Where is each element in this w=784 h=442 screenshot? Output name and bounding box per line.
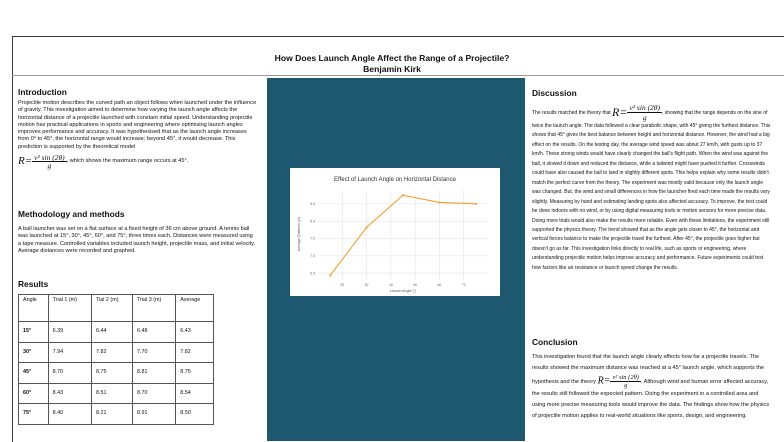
- chart-card: [290, 168, 500, 296]
- discussion-equation-numerator: v² sin (2θ): [629, 103, 660, 112]
- table-cell: 30°: [19, 342, 49, 363]
- chart-x-tick-label: 20: [340, 283, 345, 287]
- chart-data-point: [475, 203, 477, 205]
- discussion-equation-denominator: g: [642, 113, 647, 122]
- equation-lhs: R=: [18, 155, 33, 168]
- methodology-heading: Methodology and methods: [18, 209, 125, 219]
- table-row: [19, 363, 214, 384]
- results-heading: Results: [18, 279, 49, 289]
- chart-y-tick-label: 7.0: [310, 253, 315, 258]
- table-cell: 6.48: [132, 322, 175, 343]
- table-cell: 6.39: [48, 322, 91, 343]
- chart-data-point: [402, 194, 404, 196]
- chart-series-line: [330, 195, 476, 275]
- table-row: [19, 383, 214, 404]
- discussion-intro-before: The results matched the theory that: [532, 109, 611, 116]
- methodology-text: A ball launcher was set on a flat surface at a fixed height of 36 cm above ground. A tennis ball was launched at 15°, 30°, 45°, 60°, and 75°, three times each. Distances were measured using a tape measure. Controlled variables included launch height, projectile mass, and initial velocity. Average distances were recorded and graphed.: [18, 226, 256, 254]
- table-cell: 6.44: [91, 322, 132, 343]
- chart-y-tick-label: 7.5: [310, 236, 315, 241]
- distance-chart: [290, 168, 500, 296]
- chart-y-tick-label: 8.5: [310, 202, 315, 207]
- conclusion-equation: [610, 374, 640, 389]
- conclusion-equation-numerator: v² sin (2θ): [612, 373, 639, 381]
- introduction-after-equation: , which shows the maximum range occurs at 45°.: [66, 158, 189, 165]
- results-column-header: Trial 3 (m): [132, 295, 175, 322]
- table-cell: 7.94: [48, 342, 91, 363]
- discussion-intro-after: , showing that the range depends on: [662, 109, 743, 116]
- equation-numerator: v² sin (2θ): [34, 153, 65, 163]
- table-cell: 8.43: [48, 383, 91, 404]
- chart-x-tick-label: 60: [437, 283, 442, 287]
- chart-x-tick-label: 50: [413, 283, 418, 287]
- conclusion-equation-lhs: R=: [597, 375, 611, 387]
- conclusion-equation-denominator: g: [624, 381, 628, 389]
- discussion-text: [532, 103, 772, 273]
- conclusion-text: [532, 352, 772, 441]
- poster-title: How Does Launch Angle Affect the Range of a Projectile?: [274, 53, 510, 63]
- table-cell: 8.75: [91, 363, 132, 384]
- results-column-header: Trial 1 (m): [48, 295, 91, 322]
- discussion-equation: [627, 103, 662, 122]
- introduction-heading: Introduction: [18, 87, 67, 97]
- chart-title: Effect of Launch Angle on Horizontal Distance: [334, 177, 456, 183]
- table-cell: 7.82: [91, 342, 132, 363]
- table-cell: 45°: [19, 363, 49, 384]
- table-cell: 8.75: [176, 363, 214, 384]
- results-table: [18, 294, 214, 425]
- introduction-paragraph: Projectile motion describes the curved path an object follows when launched under the influence of gravity. This investigation aimed to determine how varying the launch angle affects the horizontal distance of a projectile launched with constant initial speed. Understanding projectile motion has practical applications in sports and engineering where optimising launch angles improves performance and accuracy. It was hypothesised that as the launch angle increases from 0° to 45°, the horizontal range would increase; beyond 45°, it would decrease. This prediction is supported by the theoretical model: [18, 100, 257, 150]
- table-cell: 8.21: [91, 404, 132, 425]
- table-cell: 8.70: [132, 383, 175, 404]
- chart-y-tick-label: 6.5: [310, 271, 315, 276]
- table-row: [19, 342, 214, 363]
- conclusion-before: This investigation found that the launch angle clearly affects how far a projectile travels. The results showed the maximum distance was reached at a 45° launch angle, which supports the hypothesis and the theory: [532, 354, 765, 385]
- poster-author: Benjamin Kirk: [363, 64, 421, 74]
- chart-data-point: [438, 201, 440, 203]
- results-column-header: Angle: [19, 295, 49, 322]
- introduction-equation-line: [18, 154, 258, 170]
- chart-y-tick-label: 8.0: [310, 219, 315, 224]
- equation-denominator: g: [47, 161, 52, 171]
- table-cell: 8.51: [91, 383, 132, 404]
- chart-data-point: [365, 226, 367, 228]
- table-cell: 7.82: [176, 342, 214, 363]
- table-cell: 8.50: [176, 404, 214, 425]
- table-cell: 7.70: [132, 342, 175, 363]
- header-divider: [12, 75, 784, 76]
- conclusion-after: . Although wind and human error affected accuracy, the results still followed the expected pattern. Doing the experiment in a controlled area and using more precise measuring tools would improve the data. The findings show how the physics of projectile motion applies to real-world situations like sports, design, and engineering.: [532, 378, 770, 419]
- table-cell: 75°: [19, 404, 49, 425]
- table-cell: 8.54: [176, 383, 214, 404]
- table-cell: 8.70: [48, 363, 91, 384]
- table-cell: 8.91: [132, 404, 175, 425]
- table-row: [19, 404, 214, 425]
- table-cell: 8.40: [48, 404, 91, 425]
- range-equation: [32, 154, 67, 170]
- introduction-text: [18, 100, 258, 170]
- table-cell: 60°: [19, 383, 49, 404]
- table-cell: 8.81: [132, 363, 175, 384]
- chart-ticks: [310, 202, 465, 287]
- table-cell: 15°: [19, 322, 49, 343]
- results-column-header: Average: [176, 295, 214, 322]
- conclusion-heading: Conclusion: [532, 337, 578, 347]
- chart-x-tick-label: 30: [364, 283, 369, 287]
- chart-x-axis-label: Launch Angle (°): [389, 289, 417, 293]
- chart-data-point: [329, 274, 331, 276]
- chart-y-axis-label: Average Distance (m): [297, 216, 301, 252]
- discussion-paragraph: the sine of twice the launch angle. The data followed a clear parabolic shape, with 45° giving the furthest distance. This shows that 45° gives the best balance between height and horizontal distance. However, the wind had a big effect on the results. On the testing day, the average wind speed was about 27 km/h, with gusts up to 37 km/h. These strong winds would have clearly changed the ball's flight path. When the wind was against the ball, it slowed it down and reduced the distance, while a tailwind might have pushed it further. Crosswinds could have also caused the ball to land in slightly different spots. This helps explain why some results didn't match the perfect curve from the theory. The experiment was mostly valid because only the launch angle was changed. But, the wind and small differences in how the launcher fired each time made the results vary slightly. Measuring by hand and estimating landing spots also affected accuracy. To improve, the test could be done indoors with no wind, or by using digital measuring tools or motion sensors for more precise data. Doing more trials would also make the results more reliable. Even with these limitations, the experiment still supported the physics theory. The trend showed that as the angle gets closer to 45°, the horizontal and vertical forces balance to make the projectile travel the furthest. After 45°, the projectile goes higher but doesn't go as far. This investigation links directly to real life, such as sports or engineering, where understanding projectile motion helps improve accuracy and performance. Future experiments could test how factors like air resistance or launch speed change the results.: [532, 109, 771, 271]
- chart-series: [329, 194, 477, 277]
- table-cell: 6.43: [176, 322, 214, 343]
- table-row: [19, 322, 214, 343]
- chart-x-tick-label: 40: [388, 283, 393, 287]
- results-column-header: Tial 2 (m): [91, 295, 132, 322]
- discussion-heading: Discussion: [532, 88, 577, 98]
- discussion-equation-lhs: R=: [612, 104, 628, 119]
- results-header-row: [19, 295, 214, 322]
- chart-x-tick-label: 70: [461, 283, 466, 287]
